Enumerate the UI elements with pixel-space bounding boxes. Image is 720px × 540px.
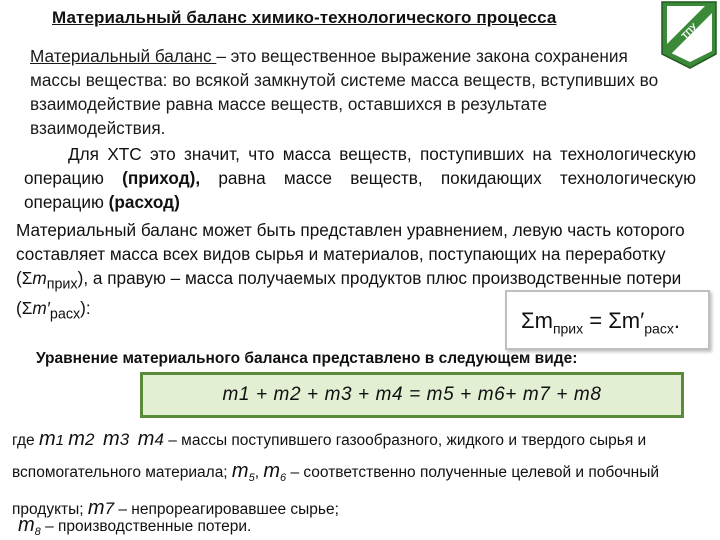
para3-sub-income: прих: [46, 276, 78, 293]
where-desc-1: – массы поступившего газообразного, жидкого и твердого сырья и вспомогательного материала;: [12, 432, 647, 481]
var-m3: m: [103, 428, 120, 450]
balance-equation: m1 + m2 + m3 + m4 = m5 + m6+ m7 + m8: [222, 384, 602, 405]
losses-desc: – производственные потери.: [40, 518, 252, 535]
definition-term: Материальный баланс: [30, 46, 217, 66]
var-m7: m: [87, 497, 105, 520]
definition-text: – это вещественное выражение закона сохранения массы вещества: во всякой замкнутой системе масса веществ, вступивших во взаимодействие равна массе веществ, оставшихся в результате взаимодействия.: [30, 46, 659, 138]
xts-text-1: Для ХТС это значит, что масса веществ, поступивших на технологическую операцию: [24, 144, 696, 188]
xts-text-2: равна массе веществ, покидающих технологическую операцию: [24, 168, 696, 212]
para3-m-income: m: [32, 268, 47, 288]
formula-end: .: [673, 308, 680, 333]
para3-sub-outcome: расх: [49, 306, 81, 323]
formula-eq: =: [583, 308, 609, 333]
var-m4-index: 4: [154, 430, 164, 449]
var-m8: m: [18, 514, 35, 536]
equation-heading: Уравнение материального баланса представлено в следующем виде:: [36, 350, 578, 367]
var-m6: m: [263, 460, 281, 482]
var-m1-index: 1: [55, 432, 64, 449]
where-prefix: где: [12, 432, 39, 449]
where-comma: ,: [254, 464, 264, 481]
outcome-label: (расход): [108, 192, 180, 212]
para3-m-outcome: m′: [32, 298, 50, 319]
var-m5-index: 5: [248, 472, 255, 485]
para3-text-3: ):: [80, 298, 91, 319]
var-m1: m: [38, 428, 56, 450]
where-desc-3: – непрореагировавшее сырье;: [114, 501, 339, 519]
balance-equation-box: [140, 372, 684, 418]
xts-paragraph: [24, 142, 696, 214]
variables-description: [12, 424, 712, 525]
formula-right-sub: расх: [644, 320, 674, 337]
var-m2-index: 2: [84, 430, 95, 449]
losses-line: [18, 514, 251, 538]
para3-text-1: Материальный баланс может быть представлен уравнением, левую часть которого составляет масса всех видов сырья и материалов, поступающих на переработку (Σ: [16, 220, 685, 288]
var-m5: m: [231, 460, 249, 482]
definition-paragraph: [30, 44, 670, 140]
income-label: (приход),: [122, 168, 201, 188]
formula-left-sub: прих: [552, 320, 584, 337]
sum-formula: [521, 308, 680, 336]
para3-text-2: ), а правую – масса получаемых продуктов плюс производственные потери (Σ: [16, 268, 682, 319]
var-m4: m: [137, 428, 155, 450]
var-m7-index: 7: [104, 499, 115, 519]
formula-left: Σm: [521, 308, 553, 333]
sum-formula-box: [505, 290, 710, 350]
formula-right: Σm′: [608, 308, 645, 333]
var-m2: m: [68, 428, 85, 450]
var-m8-index: 8: [34, 526, 41, 539]
where-desc-2: – соответственно полученные целевой и побочный продукты;: [12, 464, 660, 519]
page-title: Материальный баланс химико-технологического процесса: [52, 8, 557, 27]
var-m3-index: 3: [119, 430, 130, 449]
logo-text: ТПУ: [679, 21, 700, 42]
var-m6-index: 6: [280, 472, 287, 485]
